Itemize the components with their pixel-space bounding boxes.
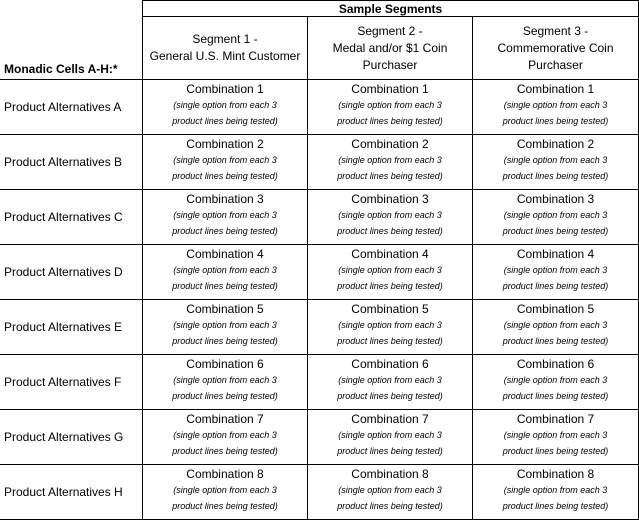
combination-name: Combination 5 xyxy=(186,302,264,316)
combination-desc-line1: (single option from each 3 xyxy=(173,485,277,495)
combination-desc-line1: (single option from each 3 xyxy=(503,320,608,330)
row-label: Product Alternatives B xyxy=(1,135,143,190)
row-label: Product Alternatives H xyxy=(1,465,143,520)
combination-cell xyxy=(143,80,308,135)
combination-desc-line1: (single option from each 3 xyxy=(503,210,608,220)
combination-desc-line1: (single option from each 3 xyxy=(173,100,277,110)
combination-cell xyxy=(308,355,473,410)
combination-name: Combination 4 xyxy=(186,247,264,261)
combination-desc-line1: (single option from each 3 xyxy=(173,265,277,275)
combination-cell xyxy=(473,410,639,465)
row-label: Product Alternatives E xyxy=(1,300,143,355)
segment-2-line2: Medal and/or $1 Coin xyxy=(332,40,448,55)
combination-name: Combination 7 xyxy=(186,412,264,426)
combination-name: Combination 6 xyxy=(516,357,595,371)
combination-desc-line2: product lines being tested) xyxy=(172,116,278,126)
combination-name: Combination 6 xyxy=(186,357,264,371)
combination-desc-line2: product lines being tested) xyxy=(502,501,609,511)
combination-name: Combination 8 xyxy=(186,467,264,481)
combination-desc-line2: product lines being tested) xyxy=(502,336,609,346)
table-row xyxy=(1,135,639,190)
table-row xyxy=(1,300,639,355)
combination-desc-line2: product lines being tested) xyxy=(172,336,278,346)
combination-desc-line1: (single option from each 3 xyxy=(338,485,442,495)
combination-desc-line2: product lines being tested) xyxy=(502,281,609,291)
segment-1-line2: General U.S. Mint Customer xyxy=(149,49,301,63)
segment-1-header xyxy=(143,17,308,80)
table-row xyxy=(1,410,639,465)
combination-desc-line1: (single option from each 3 xyxy=(338,155,442,165)
row-label: Product Alternatives C xyxy=(1,190,143,245)
combination-cell xyxy=(473,465,639,520)
segment-2-header xyxy=(308,17,473,80)
combination-desc-line1: (single option from each 3 xyxy=(338,375,442,385)
combination-name: Combination 1 xyxy=(516,82,595,96)
combination-desc-line1: (single option from each 3 xyxy=(338,265,442,275)
combination-cell xyxy=(143,245,308,300)
combination-name: Combination 7 xyxy=(516,412,595,426)
segment-2-line3: Purchaser xyxy=(362,57,418,72)
combination-desc-line2: product lines being tested) xyxy=(172,171,278,181)
header-row-segments xyxy=(1,17,639,80)
combination-cell xyxy=(473,80,639,135)
combination-desc-line1: (single option from each 3 xyxy=(173,430,277,440)
header-row-title xyxy=(1,1,639,17)
combination-cell xyxy=(308,245,473,300)
table-header xyxy=(1,1,639,80)
combination-cell xyxy=(143,135,308,190)
combination-desc-line2: product lines being tested) xyxy=(337,391,443,401)
combination-desc-line1: (single option from each 3 xyxy=(338,320,442,330)
combination-desc-line1: (single option from each 3 xyxy=(338,210,442,220)
combination-cell xyxy=(143,190,308,245)
combination-desc-line2: product lines being tested) xyxy=(172,391,278,401)
combination-cell xyxy=(308,190,473,245)
segment-1-line1: Segment 1 - xyxy=(192,32,258,46)
combination-name: Combination 3 xyxy=(351,192,429,206)
combination-desc-line1: (single option from each 3 xyxy=(503,375,608,385)
combination-desc-line1: (single option from each 3 xyxy=(173,155,277,165)
combination-desc-line1: (single option from each 3 xyxy=(503,155,608,165)
combination-desc-line1: (single option from each 3 xyxy=(503,485,608,495)
combination-cell xyxy=(473,355,639,410)
segment-2-line1: Segment 2 - xyxy=(357,23,423,38)
combination-name: Combination 3 xyxy=(516,192,595,206)
combination-desc-line1: (single option from each 3 xyxy=(503,430,608,440)
combination-desc-line1: (single option from each 3 xyxy=(503,100,608,110)
combination-cell xyxy=(473,300,639,355)
table-row xyxy=(1,80,639,135)
combination-desc-line2: product lines being tested) xyxy=(502,391,609,401)
combination-desc-line2: product lines being tested) xyxy=(337,226,443,236)
table-row xyxy=(1,190,639,245)
combination-cell xyxy=(143,465,308,520)
row-label: Product Alternatives F xyxy=(1,355,143,410)
segment-3-line2: Commemorative Coin xyxy=(497,40,614,55)
table-row xyxy=(1,245,639,300)
corner-blank-cell xyxy=(1,1,143,17)
combination-name: Combination 5 xyxy=(516,302,595,316)
combination-name: Combination 1 xyxy=(186,82,264,96)
combination-desc-line1: (single option from each 3 xyxy=(173,210,277,220)
combination-desc-line1: (single option from each 3 xyxy=(173,320,277,330)
combination-cell xyxy=(473,245,639,300)
combination-cell xyxy=(473,190,639,245)
combination-desc-line1: (single option from each 3 xyxy=(503,265,608,275)
combination-name: Combination 2 xyxy=(186,137,264,151)
combination-cell xyxy=(143,300,308,355)
table-row xyxy=(1,465,639,520)
combination-cell xyxy=(308,135,473,190)
combination-cell xyxy=(143,410,308,465)
table-body xyxy=(1,80,639,520)
combination-name: Combination 4 xyxy=(351,247,429,261)
combination-name: Combination 3 xyxy=(186,192,264,206)
combination-name: Combination 5 xyxy=(351,302,429,316)
combination-desc-line2: product lines being tested) xyxy=(337,116,443,126)
combination-desc-line2: product lines being tested) xyxy=(172,501,278,511)
combination-desc-line2: product lines being tested) xyxy=(502,226,609,236)
combination-name: Combination 4 xyxy=(516,247,595,261)
combination-name: Combination 6 xyxy=(351,357,429,371)
combination-desc-line1: (single option from each 3 xyxy=(338,430,442,440)
combination-cell xyxy=(308,410,473,465)
combination-cell xyxy=(308,465,473,520)
combination-cell xyxy=(143,355,308,410)
combination-name: Combination 8 xyxy=(351,467,429,481)
segment-3-header xyxy=(473,17,639,80)
monadic-cells-header: Monadic Cells A-H:* xyxy=(1,17,143,80)
combination-desc-line2: product lines being tested) xyxy=(337,171,443,181)
row-label: Product Alternatives G xyxy=(1,410,143,465)
combination-desc-line1: (single option from each 3 xyxy=(173,375,277,385)
sample-segments-title: Sample Segments xyxy=(143,1,639,17)
segment-3-line3: Purchaser xyxy=(528,57,583,72)
combination-name: Combination 2 xyxy=(516,137,595,151)
combination-cell xyxy=(308,80,473,135)
combination-desc-line2: product lines being tested) xyxy=(172,226,278,236)
combination-cell xyxy=(473,135,639,190)
combination-name: Combination 2 xyxy=(351,137,429,151)
table-row xyxy=(1,355,639,410)
combination-desc-line2: product lines being tested) xyxy=(502,171,609,181)
combination-name: Combination 8 xyxy=(516,467,595,481)
combination-desc-line2: product lines being tested) xyxy=(337,446,443,456)
combination-desc-line2: product lines being tested) xyxy=(502,446,609,456)
combination-desc-line2: product lines being tested) xyxy=(337,336,443,346)
segment-3-line1: Segment 3 - xyxy=(522,23,589,38)
combination-desc-line2: product lines being tested) xyxy=(172,446,278,456)
row-label: Product Alternatives D xyxy=(1,245,143,300)
combination-cell xyxy=(308,300,473,355)
combination-desc-line2: product lines being tested) xyxy=(337,281,443,291)
combination-name: Combination 7 xyxy=(351,412,429,426)
combination-name: Combination 1 xyxy=(351,82,429,96)
combination-desc-line2: product lines being tested) xyxy=(172,281,278,291)
combination-desc-line2: product lines being tested) xyxy=(337,501,443,511)
combination-desc-line1: (single option from each 3 xyxy=(338,100,442,110)
combination-desc-line2: product lines being tested) xyxy=(502,116,609,126)
row-label: Product Alternatives A xyxy=(1,80,143,135)
